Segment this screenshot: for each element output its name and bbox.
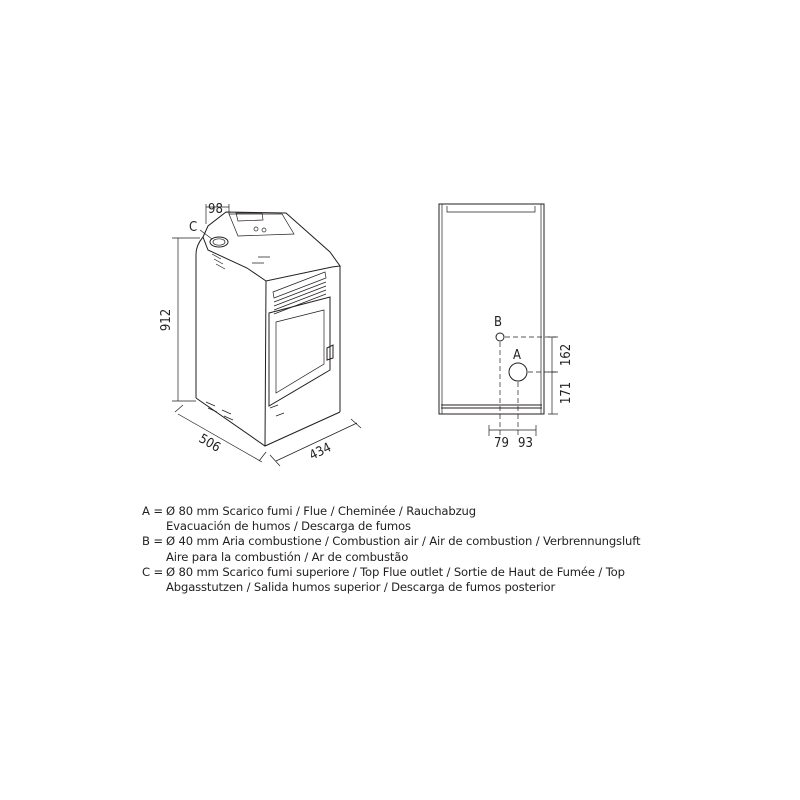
- legend-key-a: A =: [142, 504, 163, 518]
- legend-item-a: [142, 504, 782, 534]
- side-dimensions: [489, 315, 574, 451]
- dim-506: 506: [196, 431, 223, 456]
- dim-171: 171: [559, 381, 574, 405]
- dim-93: 93: [518, 436, 533, 451]
- dim-162: 162: [559, 343, 574, 367]
- dim-434: 434: [307, 440, 334, 464]
- legend-line-b2: Aire para la combustión / Ar de combustão: [166, 549, 409, 564]
- legend-item-b: [142, 534, 782, 564]
- legend-body-a: [166, 504, 782, 534]
- legend-line-c1: Ø 80 mm Scarico fumi superiore / Top Flue outlet / Sortie de Haut de Fumée / Top: [166, 564, 625, 579]
- front-dimensions: [159, 202, 361, 466]
- stove-isometric-view: [196, 212, 340, 446]
- legend-body-c: [166, 565, 782, 595]
- dim-912: 912: [159, 308, 174, 332]
- label-a: A: [513, 348, 521, 363]
- label-b: B: [494, 315, 503, 330]
- legend-line-a2: Evacuación de humos / Descarga de fumos: [166, 519, 411, 534]
- dim-79: 79: [494, 436, 509, 451]
- legend-item-c: [142, 565, 782, 595]
- legend-key-b: B =: [142, 534, 163, 549]
- legend-body-b: [166, 534, 782, 564]
- dim-98: 98: [208, 202, 223, 217]
- legend-key-c: C =: [142, 564, 164, 579]
- legend-line-b1: Ø 40 mm Aria combustione / Combustion air / Air de combustion / Verbrennungsluft: [166, 534, 641, 549]
- label-c: C: [189, 220, 198, 235]
- legend-line-c2: Abgasstutzen / Salida humos superior / Descarga de fumos posterior: [166, 580, 556, 595]
- legend: [142, 504, 782, 595]
- legend-line-a1: Ø 80 mm Scarico fumi / Flue / Cheminée / Rauchabzug: [166, 504, 476, 518]
